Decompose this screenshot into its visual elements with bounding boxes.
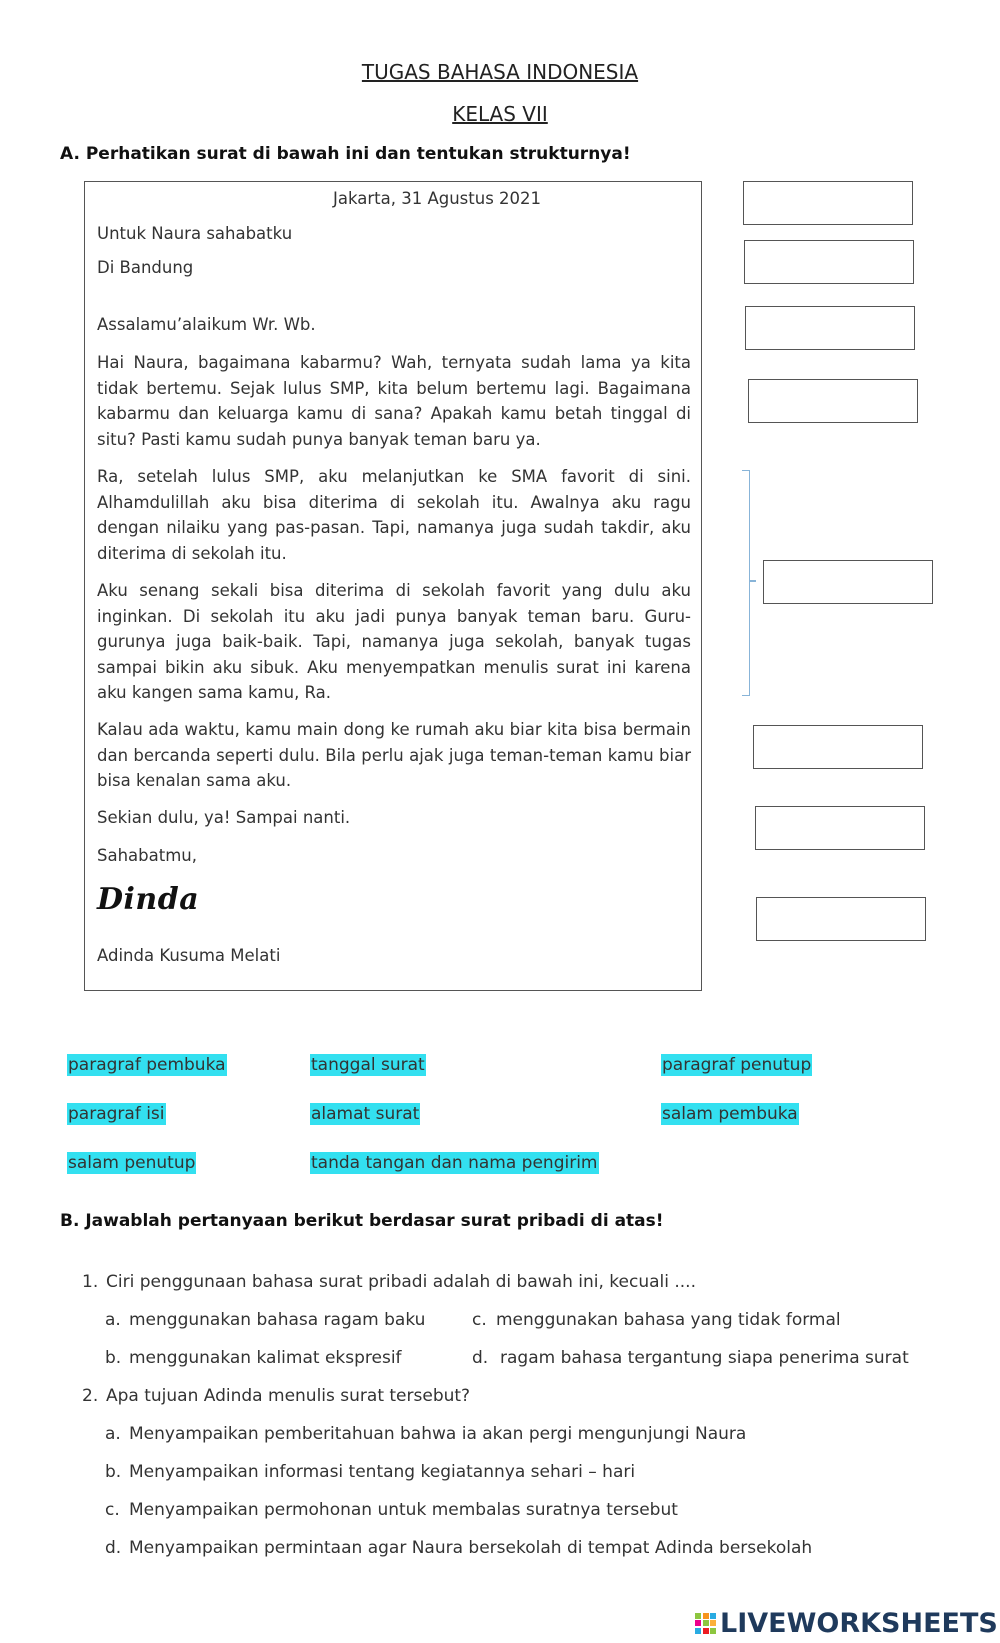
choice-letter: b.: [105, 1348, 122, 1368]
question-2: [82, 1386, 470, 1406]
choice-text: Menyampaikan pemberitahuan bahwa ia akan pergi mengunjungi Naura: [129, 1424, 747, 1444]
question-2-text: Apa tujuan Adinda menulis surat tersebut?: [106, 1386, 471, 1406]
question-2-number: 2.: [82, 1386, 99, 1406]
question-1-number: 1.: [82, 1272, 99, 1292]
liveworksheets-logo[interactable]: [695, 1608, 998, 1638]
bracket-tick: [750, 580, 756, 582]
option-salam-pembuka[interactable]: salam pembuka: [662, 1104, 798, 1124]
letter-signature: Dinda: [97, 882, 200, 917]
choice-letter: d.: [105, 1538, 122, 1558]
choice-letter: b.: [105, 1462, 122, 1482]
paragraph-bracket: [742, 470, 750, 696]
q2-choice-a[interactable]: [105, 1424, 746, 1444]
choice-text: menggunakan kalimat ekspresif: [129, 1348, 402, 1368]
q2-choice-b[interactable]: [105, 1462, 635, 1482]
choice-letter: a.: [105, 1310, 121, 1330]
choice-text: menggunakan bahasa yang tidak formal: [496, 1310, 841, 1330]
letter-paragraph-1: Hai Naura, bagaimana kabarmu? Wah, ternyata sudah lama ya kita tidak bertemu. Sejak lulus SMP, kita belum bertemu lagi. Bagaimana kabarmu dan keluarga kamu di sana? Apakah kamu betah tinggal di situ? Pasti kamu sudah punya banyak teman baru ya.: [97, 353, 691, 449]
answer-box-8[interactable]: [756, 897, 926, 941]
choice-text: Menyampaikan permohonan untuk membalas suratnya tersebut: [129, 1500, 678, 1520]
option-paragraf-penutup[interactable]: paragraf penutup: [662, 1055, 812, 1075]
letter-greeting: Assalamu’alaikum Wr. Wb.: [97, 315, 316, 334]
logo-grid-icon: [695, 1613, 716, 1634]
answer-box-2[interactable]: [744, 240, 914, 284]
option-paragraf-pembuka[interactable]: paragraf pembuka: [68, 1055, 226, 1075]
letter-paragraph-2: Ra, setelah lulus SMP, aku melanjutkan ke SMA favorit di sini. Alhamdulillah aku bisa diterima di sekolah itu. Awalnya aku ragu dengan nilaiku yang pas-pasan. Tapi, namanya juga sudah takdir, aku diterima di sekolah itu.: [97, 467, 691, 563]
question-1-text: Ciri penggunaan bahasa surat pribadi adalah di bawah ini, kecuali ....: [106, 1272, 696, 1292]
option-tanggal-surat[interactable]: tanggal surat: [311, 1055, 425, 1075]
choice-text: Menyampaikan permintaan agar Naura bersekolah di tempat Adinda bersekolah: [129, 1538, 813, 1558]
answer-box-1[interactable]: [743, 181, 913, 225]
answer-box-6[interactable]: [753, 725, 923, 769]
option-alamat-surat[interactable]: alamat surat: [311, 1104, 420, 1124]
q1-choice-d[interactable]: [472, 1348, 909, 1368]
letter-paragraph-4: Kalau ada waktu, kamu main dong ke rumah aku biar kita bisa bermain dan bercanda seperti dulu. Bila perlu ajak juga teman-teman kamu biar bisa kenalan sama aku.: [97, 720, 691, 790]
option-salam-penutup[interactable]: salam penutup: [68, 1153, 196, 1173]
answer-box-4[interactable]: [748, 379, 918, 423]
q1-choice-a[interactable]: [105, 1310, 425, 1330]
section-a-instruction: A. Perhatikan surat di bawah ini dan tentukan strukturnya!: [60, 144, 631, 164]
option-tanda-tangan-nama-pengirim[interactable]: tanda tangan dan nama pengirim: [311, 1153, 598, 1173]
choice-text: Menyampaikan informasi tentang kegiatannya sehari – hari: [129, 1462, 636, 1482]
q1-choice-c[interactable]: [472, 1310, 841, 1330]
choice-text: ragam bahasa tergantung siapa penerima surat: [500, 1348, 909, 1368]
logo-text: LIVEWORKSHEETS: [720, 1607, 998, 1639]
choice-letter: c.: [105, 1500, 120, 1520]
letter-recipient: Untuk Naura sahabatku: [97, 224, 293, 243]
choice-letter: c.: [472, 1310, 487, 1330]
letter-box: [84, 181, 702, 991]
letter-recipient-place: Di Bandung: [97, 258, 194, 277]
section-b-instruction: B. Jawablah pertanyaan berikut berdasar surat pribadi di atas!: [60, 1211, 664, 1231]
q2-choice-c[interactable]: [105, 1500, 678, 1520]
choice-text: menggunakan bahasa ragam baku: [129, 1310, 426, 1330]
worksheet-class: KELAS VII: [452, 102, 548, 126]
letter-paragraph-3: Aku senang sekali bisa diterima di sekolah favorit yang dulu aku inginkan. Di sekolah itu aku jadi punya banyak teman baru. Guru-gurunya juga baik-baik. Tapi, namanya juga sekolah, banyak tugas sampai bikin aku sibuk. Aku menyempatkan menulis surat ini karena aku kangen sama kamu, Ra.: [97, 581, 691, 702]
choice-letter: a.: [105, 1424, 121, 1444]
option-paragraf-isi[interactable]: paragraf isi: [68, 1104, 165, 1124]
letter-date: Jakarta, 31 Agustus 2021: [333, 189, 542, 208]
answer-box-3[interactable]: [745, 306, 915, 350]
worksheet-title: TUGAS BAHASA INDONESIA: [361, 60, 639, 84]
choice-letter: d.: [472, 1348, 489, 1368]
letter-sender-name: Adinda Kusuma Melati: [97, 946, 281, 965]
answer-box-5[interactable]: [763, 560, 933, 604]
question-1: [82, 1272, 696, 1292]
q1-choice-b[interactable]: [105, 1348, 402, 1368]
letter-valediction: Sahabatmu,: [97, 846, 197, 865]
answer-box-7[interactable]: [755, 806, 925, 850]
letter-closing: Sekian dulu, ya! Sampai nanti.: [97, 808, 351, 827]
q2-choice-d[interactable]: [105, 1538, 812, 1558]
